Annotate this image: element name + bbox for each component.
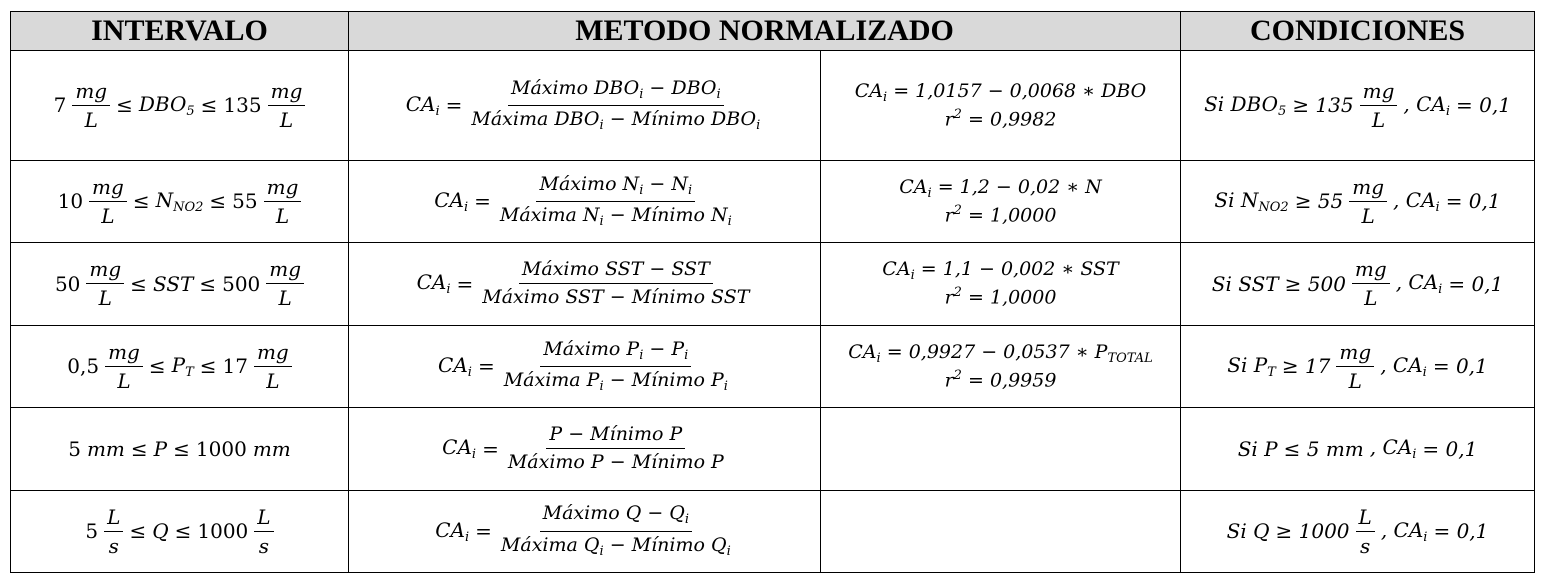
interval-high-unit-denominator: L	[266, 368, 280, 393]
formula-lhs: CA	[405, 91, 436, 116]
table-row	[11, 325, 1535, 407]
interval-low-unit-denominator: L	[84, 107, 98, 132]
condition-value: = 0,1	[1433, 519, 1489, 544]
interval-variable-sub: T	[185, 364, 194, 380]
condition-value: = 0,1	[1448, 271, 1504, 296]
le-symbol: ≤	[174, 519, 192, 544]
interval-low: 50	[54, 271, 81, 296]
interval-high: 135	[223, 93, 262, 118]
condition-unit-numerator: mg	[1339, 339, 1372, 364]
le-symbol: ≤	[200, 93, 218, 118]
formula-denominator-minus: − Mínimo SST	[609, 286, 750, 309]
formula-cell	[349, 408, 821, 490]
regression-equation: = 0,9927 − 0,0537 ∗ P	[886, 340, 1108, 363]
condition-operator: ≥ 1000	[1275, 519, 1350, 544]
condition-ca-sub: i	[1422, 364, 1427, 380]
interval-cell	[11, 160, 349, 242]
header-row	[11, 12, 1535, 51]
interval-variable: N	[155, 187, 174, 212]
condition-cell	[1181, 243, 1535, 325]
interval-low-unit-fraction	[104, 506, 123, 557]
header-intervalo: INTERVALO	[11, 12, 349, 51]
interval-variable-sub: NO2	[173, 199, 204, 215]
le-symbol: ≤	[199, 271, 217, 296]
interval-low-unit-fraction	[72, 80, 110, 131]
interval-high: 1000	[197, 519, 249, 544]
equals-symbol: =	[474, 189, 491, 214]
condition-ca: , CA	[1380, 352, 1423, 377]
regression-ca-sub: i	[883, 89, 888, 105]
interval-cell	[11, 325, 349, 407]
formula-numerator-minus-sub: i	[684, 347, 689, 363]
condition-ca: , CA	[1369, 435, 1413, 460]
formula-numerator-sub: i	[639, 182, 644, 198]
condition-ca: , CA	[1403, 91, 1446, 116]
equals-symbol: =	[477, 354, 495, 379]
interval-cell	[11, 408, 349, 490]
condition-prefix: Si Q	[1226, 519, 1270, 544]
interval-variable: P	[171, 352, 186, 377]
formula-denominator-minus: − Mínimo Q	[609, 533, 727, 556]
regression-equation: = 1,1 − 0,002 ∗ SST	[920, 258, 1119, 281]
interval-high-unit-numerator: mg	[266, 174, 299, 199]
formula-denominator: Máxima P	[503, 368, 600, 391]
le-symbol: ≤	[148, 354, 166, 379]
regression-cell	[821, 160, 1181, 242]
condition-cell	[1181, 408, 1535, 490]
interval-low-unit-fraction	[105, 341, 143, 392]
interval-high-unit-denominator: L	[279, 107, 294, 132]
condition-cell	[1181, 160, 1535, 242]
formula-denominator-sub: i	[599, 543, 604, 559]
interval-variable-sub: 5	[186, 103, 195, 119]
regression-equation: = 1,0157 − 0,0068 ∗ DBO	[893, 79, 1147, 102]
r-squared-sup: 2	[953, 285, 962, 301]
interval-variable: SST	[152, 271, 194, 296]
condition-unit-fraction	[1352, 258, 1390, 309]
table-row	[11, 243, 1535, 325]
interval-high: 17	[222, 354, 248, 379]
interval-high: 500	[222, 271, 261, 296]
equals-symbol: =	[445, 93, 463, 118]
regression-equation: = 1,2 − 0,02 ∗ N	[937, 175, 1102, 198]
interval-low-unit-denominator: L	[101, 203, 115, 228]
regression-cell	[821, 325, 1181, 407]
formula-numerator-sub: i	[639, 86, 644, 102]
condition-value: = 0,1	[1445, 189, 1501, 214]
le-symbol: ≤	[130, 436, 148, 461]
formula-numerator-minus-sub: i	[684, 512, 690, 528]
formula-numerator: P − Mínimo P	[549, 423, 683, 446]
equals-symbol: =	[456, 271, 474, 296]
condition-unit-numerator: L	[1358, 504, 1372, 529]
formula-fraction	[501, 339, 731, 395]
le-symbol: ≤	[173, 436, 190, 461]
condition-value: = 0,1	[1456, 93, 1511, 118]
condition-unit-numerator: mg	[1352, 174, 1385, 199]
interval-high-unit-numerator: mg	[256, 339, 289, 364]
formula-denominator-sub: i	[599, 117, 604, 133]
table-row	[11, 160, 1535, 242]
regression-ca: CA	[882, 258, 911, 281]
regression-equation-sub: TOTAL	[1107, 350, 1153, 366]
regression-cell	[821, 408, 1181, 490]
condition-prefix-sub: 5	[1278, 103, 1287, 119]
equals-symbol: =	[482, 436, 499, 461]
interval-variable: P	[153, 436, 168, 461]
r-squared-value: = 1,0000	[967, 286, 1057, 309]
condition-prefix: Si P	[1227, 352, 1268, 377]
interval-high-unit-mm: mm	[252, 436, 291, 461]
le-symbol: ≤	[129, 519, 147, 544]
r-squared-label: r	[944, 286, 954, 309]
le-symbol: ≤	[132, 189, 150, 214]
interval-high-unit-numerator: L	[257, 504, 271, 529]
condition-ca: , CA	[1395, 270, 1439, 295]
condition-prefix: Si P	[1237, 436, 1278, 461]
interval-low-unit-denominator: s	[108, 533, 119, 558]
interval-high-unit-numerator: mg	[270, 78, 303, 103]
formula-numerator-minus: − P	[649, 337, 685, 360]
regression-ca-sub: i	[910, 268, 915, 284]
condition-unit-numerator: mg	[1354, 257, 1387, 282]
regression-ca: CA	[854, 79, 883, 102]
formula-numerator-minus: − DBO	[649, 76, 717, 99]
interval-high-unit-fraction	[268, 80, 306, 131]
header-metodo: METODO NORMALIZADO	[349, 12, 1181, 51]
condition-unit-fraction	[1356, 506, 1375, 557]
regression-cell	[821, 51, 1181, 161]
interval-high-unit-fraction	[254, 341, 292, 392]
interval-cell	[11, 490, 349, 573]
interval-low: 5	[68, 436, 81, 461]
formula-denominator-minus: − Mínimo P	[609, 368, 724, 391]
r-squared-value: = 0,9982	[967, 108, 1057, 131]
formula-lhs-sub: i	[463, 199, 469, 215]
condition-value: = 0,1	[1422, 436, 1478, 461]
equals-symbol: =	[475, 519, 492, 544]
r-squared-label: r	[944, 204, 954, 227]
r-squared-sup: 2	[953, 367, 962, 383]
condition-prefix-sub: NO2	[1258, 199, 1289, 215]
interval-high-unit-numerator: mg	[269, 257, 302, 282]
regression-ca-sub: i	[927, 185, 932, 201]
condition-unit-fraction	[1349, 176, 1387, 227]
formula-numerator: Máximo N	[539, 172, 640, 195]
interval-high-unit-fraction	[264, 176, 302, 227]
interval-low-unit-denominator: L	[117, 368, 131, 393]
r-squared-label: r	[944, 369, 954, 392]
r-squared-sup: 2	[953, 202, 962, 218]
condition-ca-sub: i	[1435, 199, 1440, 215]
condition-cell	[1181, 490, 1535, 573]
formula-denominator-sub: i	[599, 213, 604, 229]
interval-low-unit-numerator: L	[107, 504, 121, 529]
interval-high-unit-fraction	[254, 506, 273, 557]
condition-unit-fraction	[1336, 341, 1374, 392]
interval-cell	[11, 51, 349, 161]
formula-lhs: CA	[438, 352, 468, 377]
formula-lhs: CA	[416, 270, 447, 295]
formula-lhs-sub: i	[435, 103, 440, 119]
condition-operator: ≥ 55	[1294, 189, 1344, 214]
formula-lhs: CA	[442, 435, 472, 460]
condition-operator: ≥ 17	[1281, 354, 1331, 379]
regression-ca: CA	[848, 340, 877, 363]
formula-denominator: Máximo P	[507, 451, 604, 474]
condition-unit-denominator: L	[1364, 286, 1378, 311]
formula-denominator-minus-sub: i	[727, 213, 732, 229]
formula-denominator-minus-sub: i	[726, 543, 731, 559]
condition-prefix: Si N	[1214, 187, 1259, 212]
regression-cell	[821, 243, 1181, 325]
formula-lhs-sub: i	[446, 282, 451, 298]
condition-cell	[1181, 325, 1535, 407]
formula-denominator-minus: − Mínimo DBO	[609, 107, 757, 130]
le-symbol: ≤	[199, 354, 217, 379]
formula-numerator: Máximo Q	[542, 502, 642, 525]
r-squared-label: r	[944, 108, 954, 131]
header-condiciones: CONDICIONES	[1181, 12, 1535, 51]
formula-numerator: Máximo DBO	[510, 76, 640, 99]
formula-numerator: Máximo P	[543, 337, 640, 360]
table-row	[11, 408, 1535, 490]
condition-unit-denominator: L	[1371, 107, 1386, 132]
formula-denominator-minus-sub: i	[723, 378, 728, 394]
condition-cell	[1181, 51, 1535, 161]
interval-low-unit-numerator: mg	[89, 257, 122, 282]
formula-fraction	[468, 78, 763, 134]
interval-high-unit-fraction	[266, 258, 304, 309]
interval-low-unit-numerator: mg	[92, 174, 124, 199]
formula-fraction	[497, 174, 735, 230]
condition-ca-sub: i	[1423, 529, 1428, 545]
condition-unit-denominator: L	[1348, 368, 1362, 393]
formula-numerator: Máximo SST	[521, 258, 644, 281]
le-symbol: ≤	[130, 271, 147, 296]
formula-lhs-sub: i	[464, 529, 470, 545]
formula-numerator-minus-sub: i	[688, 182, 693, 198]
formula-fraction	[479, 259, 752, 308]
formula-lhs: CA	[434, 187, 464, 212]
formula-denominator: Máxima Q	[500, 533, 600, 556]
r-squared-sup: 2	[953, 106, 962, 122]
formula-cell	[349, 325, 821, 407]
formula-numerator-minus-sub: i	[716, 86, 721, 102]
interval-low: 10	[57, 189, 84, 214]
interval-low-unit-numerator: mg	[108, 339, 140, 364]
formula-denominator-minus: − Mínimo N	[609, 203, 728, 226]
formula-lhs-sub: i	[467, 364, 472, 380]
interval-low-unit-mm: mm	[86, 436, 125, 461]
condition-operator: ≥ 135	[1292, 93, 1354, 118]
formula-cell	[349, 51, 821, 161]
formula-denominator: Máxima DBO	[471, 107, 600, 130]
condition-ca: , CA	[1380, 517, 1424, 542]
formula-denominator-sub: i	[599, 378, 604, 394]
condition-operator: ≥ 500	[1284, 271, 1346, 296]
interval-low-unit-fraction	[89, 176, 127, 227]
interval-low-unit-numerator: mg	[75, 78, 108, 103]
table-row	[11, 490, 1535, 573]
condition-prefix-sub: T	[1267, 364, 1276, 380]
formula-denominator: Máximo SST	[482, 286, 604, 309]
table-row	[11, 51, 1535, 161]
condition-ca-sub: i	[1445, 103, 1451, 119]
condition-prefix: Si DBO	[1204, 91, 1279, 116]
interval-variable: DBO	[138, 91, 187, 116]
formula-lhs-sub: i	[471, 447, 477, 463]
condition-unit-denominator: L	[1361, 203, 1375, 228]
le-symbol: ≤	[116, 93, 133, 118]
formula-numerator-minus: − N	[649, 172, 688, 195]
condition-ca-sub: i	[1412, 447, 1417, 463]
interval-high-unit-denominator: L	[278, 286, 292, 311]
formula-fraction	[505, 424, 727, 473]
formula-denominator-minus-sub: i	[756, 117, 761, 133]
condition-ca: , CA	[1393, 187, 1436, 212]
regression-cell	[821, 490, 1181, 573]
condition-operator: ≤ 5 mm	[1283, 436, 1364, 461]
interval-low: 7	[53, 93, 67, 118]
formula-lhs: CA	[435, 517, 465, 542]
formula-denominator: Máxima N	[499, 203, 600, 226]
condition-value: = 0,1	[1432, 354, 1488, 379]
formula-numerator-sub: i	[639, 347, 644, 363]
water-quality-table	[10, 11, 1535, 573]
r-squared-value: = 1,0000	[967, 204, 1057, 227]
regression-ca-sub: i	[876, 350, 881, 366]
condition-ca-sub: i	[1438, 282, 1443, 298]
condition-unit-fraction	[1360, 80, 1398, 131]
r-squared-value: = 0,9959	[967, 369, 1057, 392]
interval-high-unit-denominator: L	[275, 203, 290, 228]
formula-cell	[349, 490, 821, 573]
formula-cell	[349, 160, 821, 242]
formula-denominator-minus: − Mínimo P	[609, 451, 724, 474]
regression-ca: CA	[899, 175, 928, 198]
interval-high: 1000	[195, 436, 247, 461]
formula-numerator-minus: − SST	[649, 258, 710, 281]
formula-fraction	[498, 503, 734, 559]
interval-high-unit-denominator: s	[258, 533, 270, 558]
formula-cell	[349, 243, 821, 325]
condition-unit-numerator: mg	[1362, 78, 1395, 103]
interval-low: 5	[85, 519, 99, 544]
condition-unit-denominator: s	[1360, 533, 1371, 558]
interval-cell	[11, 243, 349, 325]
condition-prefix: Si SST	[1211, 271, 1279, 296]
interval-high: 55	[232, 189, 258, 214]
interval-low-unit-fraction	[86, 258, 124, 309]
le-symbol: ≤	[209, 189, 227, 214]
interval-variable: Q	[152, 519, 169, 544]
interval-low: 0,5	[67, 354, 100, 379]
formula-numerator-minus: − Q	[647, 502, 685, 525]
interval-low-unit-denominator: L	[98, 286, 112, 311]
